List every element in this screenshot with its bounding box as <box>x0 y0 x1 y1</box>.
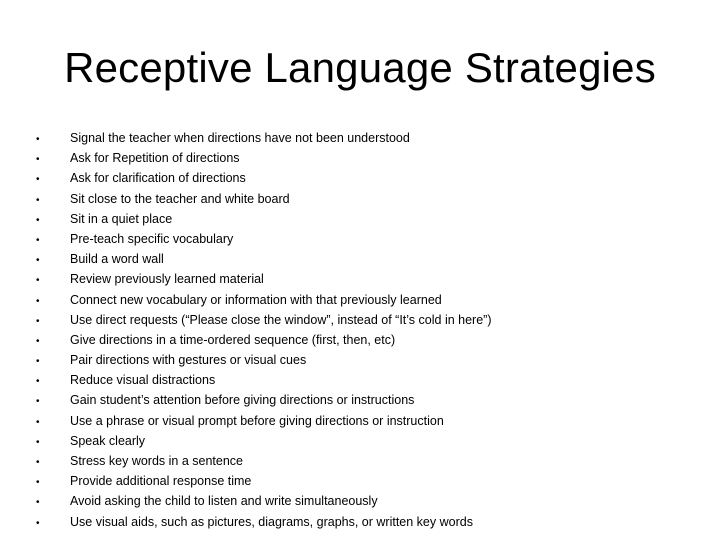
list-item <box>36 189 696 209</box>
list-item-text: Speak clearly <box>70 433 146 448</box>
bullet-icon: • <box>36 194 40 206</box>
list-item-text: Pair directions with gestures or visual cues <box>70 353 307 368</box>
list-item <box>36 229 696 249</box>
list-item-text: Provide additional response time <box>70 474 252 489</box>
list-item <box>36 491 696 511</box>
bullet-icon: • <box>36 376 40 388</box>
list-item-text: Use a phrase or visual prompt before giving directions or instruction <box>70 413 444 428</box>
list-item-text: Avoid asking the child to listen and write simultaneously <box>70 494 378 509</box>
list-item-text: Ask for Repetition of directions <box>70 151 240 166</box>
list-item <box>36 411 696 431</box>
bullet-icon: • <box>36 214 40 226</box>
bullet-icon: • <box>36 255 40 267</box>
list-item <box>36 512 696 532</box>
list-item-text: Sit in a quiet place <box>70 211 173 226</box>
list-item <box>36 290 696 310</box>
bullet-icon: • <box>36 517 40 529</box>
list-item-text: Stress key words in a sentence <box>70 454 243 468</box>
list-item <box>36 390 696 410</box>
list-item-text: Build a word wall <box>70 252 164 267</box>
list-item <box>36 209 696 229</box>
list-item-text: Sit close to the teacher and white board <box>70 191 290 206</box>
list-item-text: Reduce visual distractions <box>70 373 216 388</box>
list-item <box>36 249 696 269</box>
bullet-icon: • <box>36 315 40 327</box>
list-item-text: Review previously learned material <box>70 272 264 287</box>
bullet-list <box>36 128 696 532</box>
list-item-text: Ask for clarification of directions <box>70 171 246 186</box>
bullet-icon: • <box>36 356 40 368</box>
bullet-icon: • <box>36 396 40 408</box>
list-item <box>36 310 696 330</box>
list-item <box>36 350 696 370</box>
list-item <box>36 269 696 289</box>
bullet-icon: • <box>36 275 40 287</box>
list-item <box>36 471 696 491</box>
list-item <box>36 451 696 471</box>
list-item <box>36 330 696 350</box>
bullet-icon: • <box>36 477 40 489</box>
list-item-text: Pre-teach specific vocabulary <box>70 231 234 246</box>
list-item-text: Connect new vocabulary or information with that previously learned <box>70 292 442 307</box>
list-item-text: Gain student’s attention before giving directions or instructions <box>70 393 415 408</box>
slide-title: Receptive Language Strategies <box>64 44 656 91</box>
list-item <box>36 370 696 390</box>
bullet-icon: • <box>36 154 40 166</box>
list-item <box>36 148 696 168</box>
list-item-text: Use visual aids, such as pictures, diagrams, graphs, or written key words <box>70 514 473 529</box>
bullet-icon: • <box>36 436 40 448</box>
list-item-text: Signal the teacher when directions have not been understood <box>70 131 410 145</box>
list-item <box>36 128 696 148</box>
bullet-icon: • <box>36 234 40 246</box>
bullet-icon: • <box>36 457 40 468</box>
list-item <box>36 431 696 451</box>
bullet-icon: • <box>36 134 40 145</box>
bullet-icon: • <box>36 497 40 509</box>
list-item <box>36 168 696 188</box>
list-item-text: Give directions in a time-ordered sequence (first, then, etc) <box>70 332 396 347</box>
bullet-icon: • <box>36 174 40 186</box>
bullet-icon: • <box>36 295 40 307</box>
list-item-text: Use direct requests (“Please close the window”, instead of “It’s cold in here”) <box>70 312 492 327</box>
bullet-icon: • <box>36 416 40 428</box>
bullet-icon: • <box>36 335 40 347</box>
